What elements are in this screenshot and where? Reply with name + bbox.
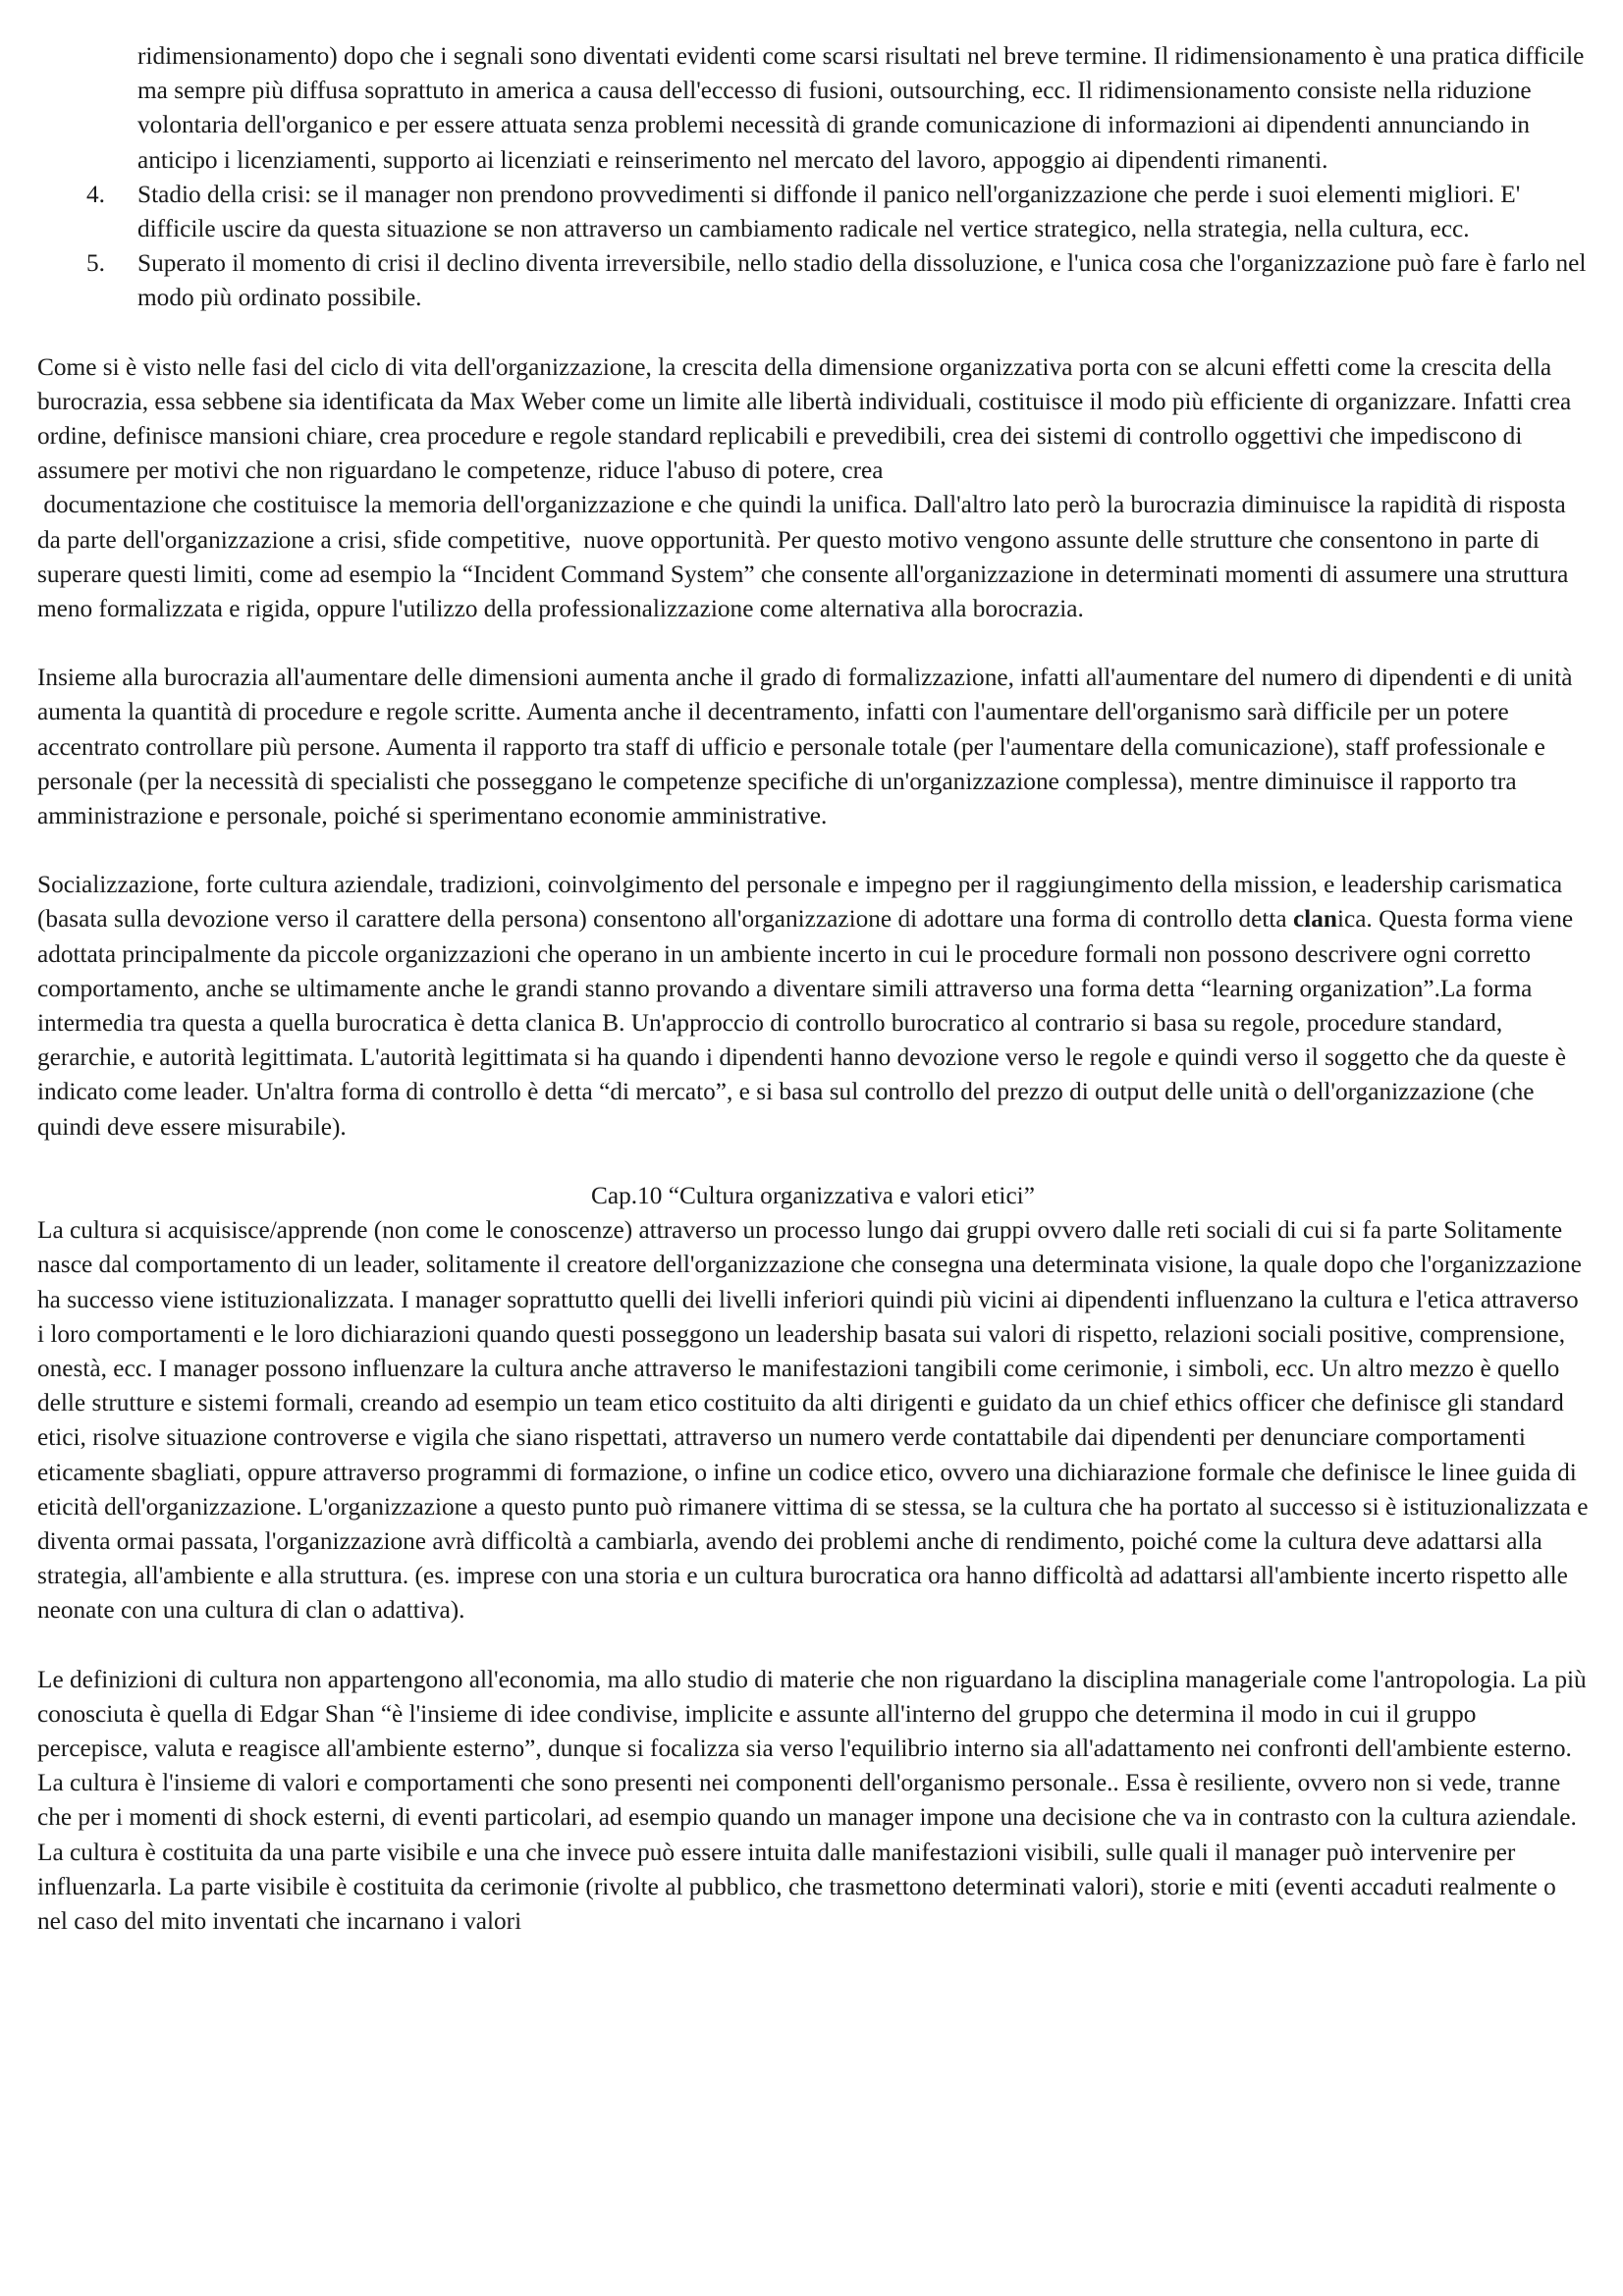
spacer bbox=[37, 1145, 1589, 1179]
paragraph-formalization: Insieme alla burocrazia all'aumentare delle dimensioni aumenta anche il grado di formalizzazione, infatti all'aumentare del numero di dipendenti e di unità aumenta la quantità di procedure e regole scritte. Aumenta anche il decentramento, infatti con l'aumentare dell'organismo sarà difficile per un potere accentrato controllare più persone. Aumenta il rapporto tra staff di ufficio e personale totale (per l'aumentare della comunicazione), staff professionale e personale (per la necessità di specialisti che posseggano le competenze specifiche di un'organizzazione complessa), mentre diminuisce il rapporto tra amministrazione e personale, poiché si sperimentano economie amministrative. bbox=[37, 664, 1573, 830]
paragraph-bureaucracy-part1: Come si è visto nelle fasi del ciclo di vita dell'organizzazione, la crescita della dimensione organizzativa porta con se alcuni effetti come la crescita della burocrazia, essa sebbene sia identificata da Max Weber come un limite alle libertà individuali, costituisce il modo più efficiente di organizzare. Infatti crea ordine, definisce mansioni chiare, crea procedure e regole standard replicabili e prevedibili, crea dei sistemi di controllo oggettivi che impediscono di assumere per motivi che non riguardano le competenze, riduce l'abuso di potere, crea bbox=[37, 352, 1572, 485]
paragraph-control-bold: clan bbox=[1292, 905, 1337, 934]
list-item bbox=[37, 246, 1589, 315]
list-item-number: 5. bbox=[86, 249, 105, 278]
spacer bbox=[37, 1629, 1589, 1663]
spacer bbox=[37, 626, 1589, 661]
paragraph-bureaucracy bbox=[37, 350, 1589, 627]
paragraph-bureaucracy-part2: documentazione che costituisce la memoria dell'organizzazione e che quindi la unifica. Dall'altro lato però la burocrazia diminuisce la rapidità di risposta da parte dell'organizzazione a crisi, sfide competitive, nuove opportunità. Per questo motivo vengono assunte delle strutture che consentono in parte di superare questi limiti, come ad esempio la “Incident Command System” che consente all'organizzazione in determinati momenti di assumere una struttura meno formalizzata e rigida, oppure l'utilizzo della professionalizzazione come alternativa alla borocrazia. bbox=[37, 491, 1575, 623]
list-item-text: Stadio della crisi: se il manager non prendono provvedimenti si diffonde il panico nell'organizzazione che perde i suoi elementi migliori. E' difficile uscire da questa situazione se non attraverso un cambiamento radicale nel vertice strategico, nella strategia, nella cultura, ecc. bbox=[137, 180, 1521, 243]
paragraph-culture: La cultura si acquisisce/apprende (non come le conoscenze) attraverso un processo lungo dai gruppi ovvero dalle reti sociali di cui si fa parte Solitamente nasce dal comportamento di un leader, solitamente il creatore dell'organizzazione che consegna una determinata visione, la quale dopo che l'organizzazione ha successo viene istituzionalizzata. I manager soprattutto quelli dei livelli inferiori quindi più vicini ai dipendenti influenzano la cultura e l'etica attraverso i loro comportamenti e le loro dichiarazioni quando questi posseggono un leadership basata sui valori di rispetto, relazioni sociali positive, comprensione, onestà, ecc. I manager possono influenzare la cultura anche attraverso le manifestazioni tangibili come cerimonie, i simboli, ecc. Un altro mezzo è quello delle strutture e sistemi formali, creando ad esempio un team etico costituito da alti dirigenti e guidato da un chief ethics officer che definisce gli standard etici, risolve situazione controverse e vigila che siano rispettati, attraverso un numero verde contattabile dai dipendenti per denunciare comportamenti eticamente sbagliati, oppure attraverso programmi di formazione, o infine un codice etico, ovvero una dichiarazione formale che definisce le linee guida di eticità dell'organizzazione. L'organizzazione a questo punto può rimanere vittima di se stessa, se la cultura che ha portato al successo si è istituzionalizzata e diventa ormai passata, l'organizzazione avrà difficoltà a cambiarla, avendo dei problemi anche di rendimento, poiché come la cultura deve adattarsi alla strategia, all'ambiente e alla struttura. (es. imprese con una storia e un cultura burocratica ora hanno difficoltà ad adattarsi all'ambiente incerto rispetto alle neonate con una cultura di clan o adattiva). bbox=[37, 1216, 1589, 1625]
paragraph-culture-definitions: Le definizioni di cultura non appartengono all'economia, ma allo studio di materie che non riguardano la disciplina manageriale come l'antropologia. La più conosciuta è quella di Edgar Shan “è l'insieme di idee condivise, implicite e assunte all'interno del gruppo che determina il modo in cui il gruppo percepisce, valuta e reagisce all'ambiente esterno”, dunque si focalizza sia verso l'equilibrio interno sia all'adattamento nei confronti dell'ambiente esterno. La cultura è l'insieme di valori e comportamenti che sono presenti nei componenti dell'organismo personale.. Essa è resiliente, ovvero non si vede, tranne che per i momenti di shock esterni, di eventi particolari, ad esempio quando un manager impone una decisione che va in contrasto con la cultura aziendale. La cultura è costituita da una parte visibile e una che invece può essere intuita dalle manifestazioni visibili, sulle quali il manager può intervenire per influenzarla. La parte visibile è costituita da cerimonie (rivolte al pubblico, che trasmettono determinati valori), storie e miti (eventi accaduti realmente o nel caso del mito inventati che incarnano i valori bbox=[37, 1665, 1587, 1935]
continued-paragraph: ridimensionamento) dopo che i segnali sono diventati evidenti come scarsi risultati nel breve termine. Il ridimensionamento è una pratica difficile ma sempre più diffusa soprattuto in america a causa dell'eccesso di fusioni, outsourching, ecc. Il ridimensionamento consiste nella riduzione volontaria dell'organico e per essere attuata senza problemi necessità di grande comunicazione di informazioni ai dipendenti annunciando in anticipo i licenziamenti, supporto ai licenziati e reinserimento nel mercato del lavoro, appoggio ai dipendenti rimanenti. bbox=[137, 42, 1585, 174]
stages-list bbox=[37, 178, 1589, 316]
list-item-text: Superato il momento di crisi il declino diventa irreversibile, nello stadio della dissoluzione, e l'unica cosa che l'organizzazione può fare è farlo nel modo più ordinato possibile. bbox=[137, 249, 1587, 312]
paragraph-control bbox=[37, 868, 1589, 1145]
spacer bbox=[37, 316, 1589, 350]
paragraph-control-before: Socializzazione, forte cultura aziendale, tradizioni, coinvolgimento del personale e impegno per il raggiungimento della mission, e leadership carismatica (basata sulla devozione verso il carattere della persona) consentono all'organizzazione di adottare una forma di controllo detta bbox=[37, 871, 1563, 934]
list-item bbox=[37, 178, 1589, 246]
list-item-number: 4. bbox=[86, 180, 105, 208]
chapter-heading: Cap.10 “Cultura organizzativa e valori etici” bbox=[591, 1181, 1035, 1209]
spacer bbox=[37, 833, 1589, 868]
paragraph-control-after: ica. Questa forma viene adottata principalmente da piccole organizzazioni che operano in un ambiente incerto in cui le procedure formali non possono descrivere ogni corretto comportamento, anche se ultimamente anche le grandi stanno provando a diventare simili attraverso una forma detta “learning organization”.La forma intermedia tra questa a quella burocratica è detta clanica B. Un'approccio di controllo burocratico al contrario si basa su regole, procedure standard, gerarchie, e autorità legittimata. L'autorità legittimata si ha quando i dipendenti hanno devozione verso le regole e quindi verso il soggetto che da queste è indicato come leader. Un'altra forma di controllo è detta “di mercato”, e si basa sul controllo del prezzo di output delle unità o dell'organizzazione (che quindi deve essere misurabile). bbox=[37, 905, 1574, 1141]
document-page bbox=[37, 39, 1589, 1939]
